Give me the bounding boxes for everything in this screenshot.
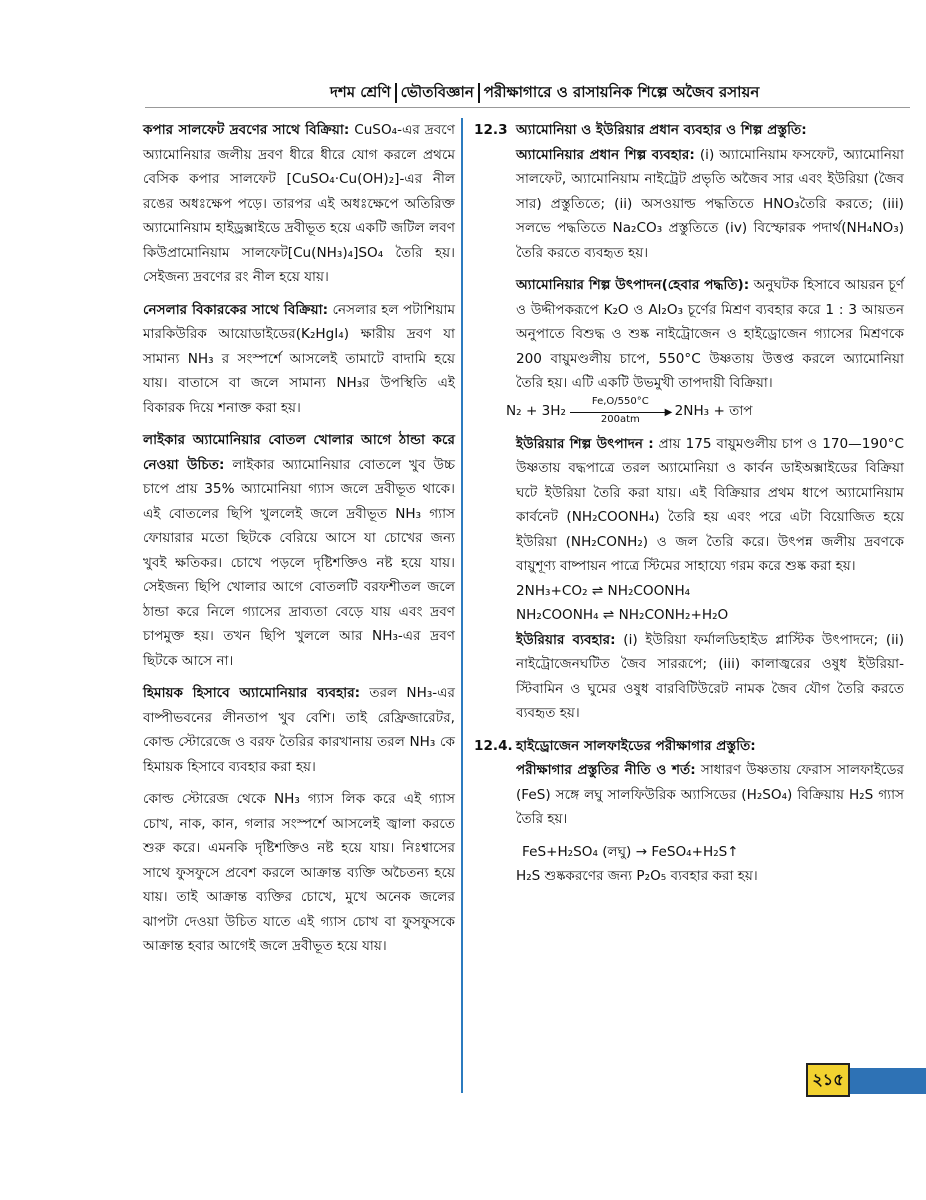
section-12-3-heading (474, 118, 904, 143)
paragraph-heading: পরীক্ষাগার প্রস্তুতির নীতি ও শর্ত: (516, 762, 696, 778)
arrow-head-icon: ▶ (664, 406, 673, 418)
section-title: হাইড্রোজেন সালফাইডের পরীক্ষাগার প্রস্তুতি: (516, 737, 756, 754)
h2s-drying-note: H₂S শুষ্ককরণের জন্য P₂O₅ ব্যবহার করা হয়। (516, 868, 758, 884)
paragraph-heading: অ্যামোনিয়ার প্রধান শিল্প ব্যবহার: (516, 146, 695, 163)
paragraph-heading: ইউরিয়ার শিল্প উৎপাদন : (516, 435, 654, 452)
paragraph-heading: লাইকার অ্যামোনিয়ার বোতল খোলার আগে ঠান্ডা করে নেওয়া উচিত: (143, 432, 455, 473)
paragraph-text: নেসলার হল পটাশিয়াম মারকিউরিক আয়োডাইডের(K₂HgI₄) ক্ষারীয় দ্রবণ যা সামান্য NH₃ র সংস্পর্শে আসলেই তামাটে বাদামি হয়ে যায়। বাতাসে বা জলে সামান্য NH₃র উপস্থিতি এই বিকারক দিয়ে শনাক্ত করা হয়। (143, 301, 455, 416)
page-number: ২১৫ (806, 1063, 850, 1097)
header-chapter: পরীক্ষাগারে ও রাসায়নিক শিল্পে অজৈব রসায়ন (483, 83, 760, 101)
paragraph-urea-uses (516, 628, 904, 726)
section-number: 12.3 (474, 122, 508, 138)
arrow-condition-top: Fe,O/550°C (591, 395, 649, 407)
section-title: অ্যামোনিয়া ও ইউরিয়ার প্রধান ব্যবহার ও শিল্প প্রস্তুতি: (516, 122, 807, 138)
paragraph-text: তরল NH₃-এর বাষ্পীভবনের লীনতাপ খুব বেশি। তাই রেফ্রিজারেটর, কোল্ড স্টোরেজে ও বরফ তৈরির কারখানায় তরল NH₃ কে হিমায়ক হিসাবে ব্যবহার করা হয়। (143, 685, 455, 775)
header-rule (145, 107, 910, 108)
haber-equation (474, 395, 904, 432)
arrow-line (570, 412, 670, 413)
column-divider (461, 118, 463, 1093)
section-number: 12.4. (474, 737, 513, 754)
header-class: দশম শ্রেণি (330, 83, 391, 101)
arrow-condition-bottom: 200atm (600, 413, 640, 425)
paragraph-haber-process (516, 273, 904, 396)
paragraph-h2s-principle (516, 758, 904, 832)
paragraph-text: লাইকার অ্যামোনিয়ার বোতলে খুব উচ্চ চাপে প্রায় 35% অ্যামোনিয়া গ্যাস জলে দ্রবীভূত থাকে। এই বোতলের ছিপি খুললেই জলে দ্রবীভূত NH₃ গ্যাস ফোয়ারার মতো ছিটকে বেরিয়ে আসে যা চোখের জন্য খুবই ক্ষতিকর। চোখে পড়লে দৃষ্টিশক্তিও নষ্ট হয়ে যায়। সেইজন্য ছিপি খোলার আগে বোতলটি বরফশীতল জলে ঠান্ডা করে নিলে গ্যাসের দ্রাব্যতা বেড়ে যায় এবং দ্রবণ চাপমুক্ত হয়। তখন ছিপি খুললে আর NH₃-এর দ্রবণ ছিটকে আসে না। (143, 456, 455, 669)
urea-equation-1: 2NH₃+CO₂ ⇌ NH₂COONH₄ (516, 582, 691, 599)
section-12-4-body (474, 758, 904, 889)
paragraph-heading: অ্যামোনিয়ার শিল্প উৎপাদন(হেবার পদ্ধতি): (516, 277, 750, 293)
paragraph-text: কোল্ড স্টোরেজ থেকে NH₃ গ্যাস লিক করে এই গ্যাস চোখ, নাক, কান, গলার সংস্পর্শে আসলেই জ্বালা করতে শুরু করে। এমনকি দৃষ্টিশক্তিও নষ্ট হয়ে যায়। নিঃশ্বাসের সাথে ফুসফুসে প্রবেশ করলে আক্রান্ত ব্যক্তি অচৈতন্য হয়ে যায়। তাই আক্রান্ত ব্যক্তির চোখে, মুখে অনেক জলের ঝাপটা দেওয়া উচিত যাতে এই গ্যাস চোখ বা ফুসফুসকে আক্রান্ত হবার আগেই জলে দ্রবীভূত হয়ে যায়। (143, 791, 455, 954)
header-subject: ভৌতবিজ্ঞান (400, 83, 474, 101)
section-12-4-heading (474, 734, 904, 759)
paragraph-text: প্রায় 175 বায়ুমণ্ডলীয় চাপ ও 170—190°C উষ্ণতায় বদ্ধপাত্রে তরল অ্যামোনিয়া ও কার্বন ডাইঅক্সাইডের বিক্রিয়া ঘটে ইউরিয়া তৈরি করা যায়। এই বিক্রিয়ার প্রথম ধাপে অ্যামোনিয়াম কার্বনেট (NH₂COONH₄) তৈরি হয় এবং পরে এটা বিয়োজিত হয়ে ইউরিয়া (NH₂CONH₂) ও জল তৈরি করে। উৎপন্ন জলীয় দ্রবণকে বায়ুশূণ্য বাষ্পায়ন পাত্রে স্টিমের সাহায্যে গরম করে শুষ্ক করা হয়। (516, 435, 904, 574)
paragraph-heading: ইউরিয়ার ব্যবহার: (516, 631, 616, 648)
paragraph-heading: হিমায়ক হিসাবে অ্যামোনিয়ার ব্যবহার: (143, 685, 361, 701)
paragraph-copper-sulfate (143, 118, 455, 290)
paragraph-heading: নেসলার বিকারকের সাথে বিক্রিয়া: (143, 301, 329, 318)
paragraph-heading: কপার সালফেট দ্রবণের সাথে বিক্রিয়া: (143, 122, 350, 138)
paragraph-text: (i) ইউরিয়া ফর্মালডিহাইড প্লাস্টিক উৎপাদনে; (ii) নাইট্রোজেনঘটিত জৈব সাররূপে; (iii) কালাজ্বরের ওষুধ ইউরিয়া-স্টিবামিন ও ঘুমের ওষুধ বারবিটিউরেট নামক জৈব যৌগ তৈরি করতে ব্যবহৃত হয়। (516, 631, 905, 721)
header-separator (478, 83, 480, 103)
paragraph-ammonia-uses (516, 143, 904, 266)
header-separator (395, 83, 397, 103)
section-12-3-body (474, 143, 904, 396)
h2s-equation: FeS+H₂SO₄ (লঘু) → FeSO₄+H₂S↑ (522, 843, 739, 860)
paragraph-liquor-ammonia (143, 428, 455, 673)
paragraph-text: অনুঘটক হিসাবে আয়রন চূর্ণ ও উদ্দীপকরূপে K₂O ও Al₂O₃ চূর্ণের মিশ্রণ ব্যবহার করে 1 : 3 আয়তন অনুপাতে বিশুদ্ধ ও শুষ্ক নাইট্রোজেন ও হাইড্রোজেন গ্যাসের মিশ্রণকে 200 বায়ুমণ্ডলীয় চাপে, 550°C উষ্ণতায় উত্তপ্ত করলে অ্যামোনিয়া তৈরি হয়। এটি একটি উভমুখী তাপদায়ী বিক্রিয়া। (516, 277, 904, 391)
paragraph-nessler (143, 298, 455, 421)
paragraph-refrigerant (143, 681, 455, 779)
equation-reactants: N₂ + 3H₂ (506, 402, 566, 419)
paragraph-text: CuSO₄-এর দ্রবণে অ্যামোনিয়ার জলীয় দ্রবণ ধীরে ধীরে যোগ করলে প্রথমে বেসিক কপার সালফেট [CuSO₄·Cu(OH)₂]-এর নীল রঙের অধঃক্ষেপ পড়ে। তারপর এই অধঃক্ষেপে অতিরিক্ত অ্যামোনিয়াম হাইড্রক্সাইডে দ্রবীভূত হয়ে একটি জটিল লবণ কিউপ্রামোনিয়াম সালফেট[Cu(NH₃)₄]SO₄ তৈরি হয়। সেইজন্য দ্রবণের রং নীল হয়ে যায়। (143, 122, 455, 285)
paragraph-text: (i) অ্যামোনিয়াম ফসফেট, অ্যামোনিয়া সালফেট, অ্যামোনিয়াম নাইট্রেট প্রভৃতি অজৈব সার এবং ইউরিয়া (জৈব সার) প্রস্তুতিতে; (ii) অসওয়াল্ড পদ্ধতিতে HNO₃তৈরি করতে; (iii) সলভে পদ্ধতিতে Na₂CO₃ প্রস্তুতিতে (iv) বিস্ফোরক পদার্থ(NH₄NO₃) তৈরি করতে ব্যবহৃত হয়। (516, 146, 904, 261)
section-urea-body (474, 432, 904, 726)
urea-equation-2: NH₂COONH₄ ⇌ NH₂CONH₂+H₂O (516, 607, 729, 623)
paragraph-cold-storage-leak (143, 787, 455, 959)
page-number-bar (850, 1068, 926, 1094)
right-column (474, 118, 904, 889)
equation-arrow (570, 395, 673, 425)
equation-products: 2NH₃ + তাপ (674, 402, 753, 419)
left-column (143, 118, 455, 967)
paragraph-text: সাধারণ উষ্ণতায় ফেরাস সালফাইডের (FeS) সঙ্গে লঘু সালফিউরিক অ্যাসিডের (H₂SO₄) বিক্রিয়ায় H₂S গ্যাস তৈরি হয়। (516, 762, 905, 827)
paragraph-urea-production (516, 432, 904, 579)
running-header (330, 82, 910, 103)
